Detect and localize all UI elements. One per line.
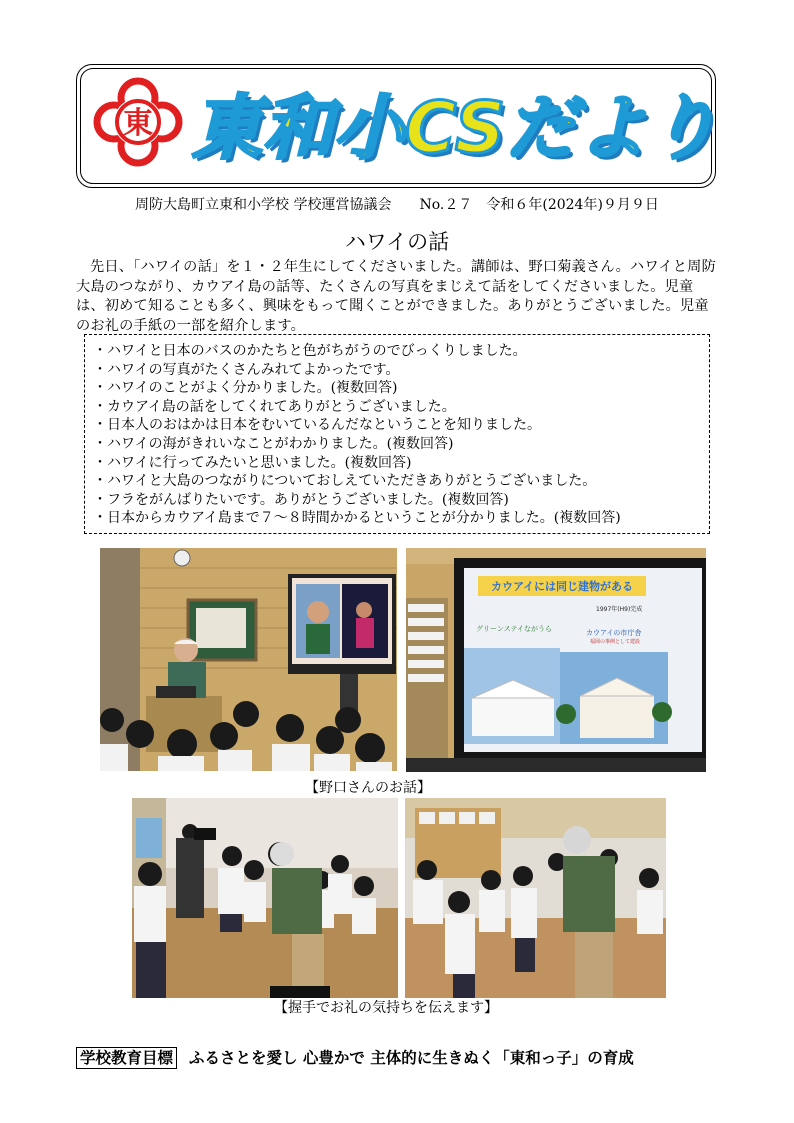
caption-talk: 【野口さんのお話】 [305, 780, 431, 796]
kauai-slide-photo [406, 548, 706, 772]
slide-year: 1997年(H9)完成 [596, 606, 643, 613]
letter-item: ・フラをがんばりたいです。ありがとうございました。(複数回答) [93, 491, 509, 508]
slide-title: カウアイには同じ建物がある [490, 580, 633, 593]
slide-label-right-sub: 福岡の事例として建設 [590, 639, 641, 645]
letter-item: ・日本人のおはかは日本をむいているんだなということを知りました。 [93, 417, 541, 434]
letter-excerpts-box [84, 334, 710, 534]
handshake-photo-right [405, 798, 666, 998]
school-goal [76, 1046, 736, 1070]
school-goal-label: 学校教育目標 [76, 1047, 177, 1069]
classroom-talk-photo [100, 548, 397, 771]
letter-item: ・ハワイと大島のつながりについておしえていただきありがとうございました。 [93, 473, 597, 490]
letter-item: ・ハワイの海がきれいなことがわかりました。(複数回答) [93, 435, 454, 452]
school-goal-text: ふるさとを愛し 心豊かで 主体的に生きぬく「東和っ子」の育成 [189, 1048, 634, 1067]
slide-label-right: カウアイの市庁舎 [586, 629, 642, 637]
letter-item: ・ハワイと日本のバスのかたちと色がちがうのでびっくりしました。 [93, 343, 527, 359]
letter-item: ・ハワイの写真がたくさんみれてよかったです。 [93, 361, 400, 378]
letter-item: ・ハワイに行ってみたいと思いました。(複数回答) [93, 454, 412, 471]
intro-paragraph: 先日、「ハワイの話」を１・２年生にしてくださいました。講師は、野口菊義さん。ハワイと周防大島のつながり、カウアイ島の話等、たくさんの写真をまじえて話をしてくださいました。児童は、初めて知ることも多く、興味をもって聞くことができました。ありがとうございました。児童のお礼の手紙の一部を紹介します。 [76, 259, 716, 334]
slide-label-left: グリーンステイながうら [476, 625, 553, 633]
issue-info: 周防大島町立東和小学校 学校運営協議会 No.２７ 令和６年(2024年)９月９日 [135, 197, 659, 213]
letter-item: ・日本からカウアイ島まで７～８時間かかるということが分かりました。(複数回答) [93, 510, 621, 527]
crest-character: 東 [123, 106, 153, 141]
newsletter-title: 東和小CSだより [192, 87, 720, 169]
caption-handshake: 【握手でお礼の気持ちを伝えます】 [274, 1000, 498, 1016]
section-heading: ハワイの話 [344, 230, 450, 254]
handshake-photo-left [132, 798, 398, 998]
letter-item: ・ハワイのことがよく分かりました。(複数回答) [93, 380, 398, 397]
letter-item: ・カウアイ島の話をしてくれてありがとうございました。 [93, 398, 456, 415]
school-crest-icon [92, 76, 184, 168]
